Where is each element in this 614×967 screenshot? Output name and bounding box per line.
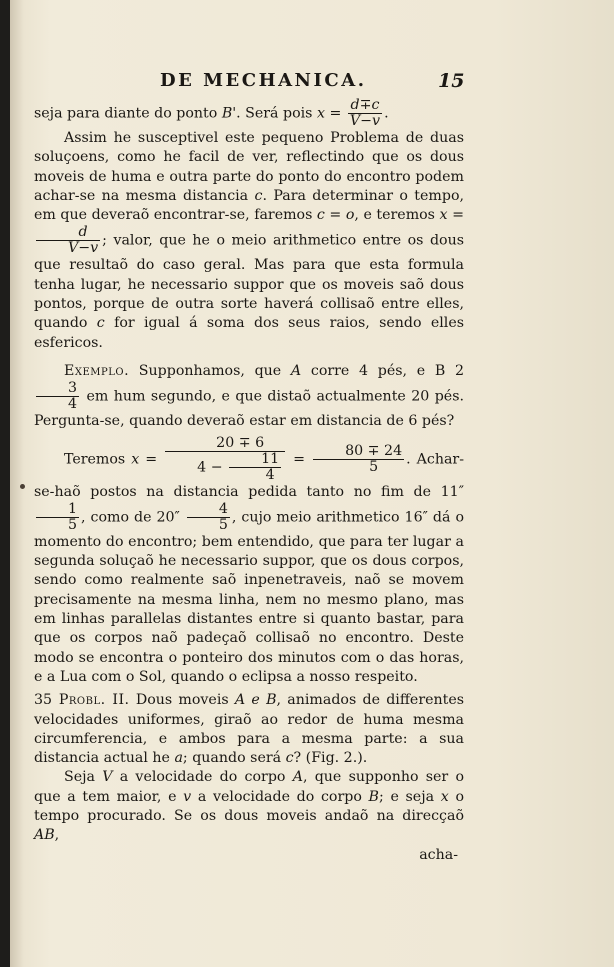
fraction: 20 ∓ 6 4 − $\frac{11}{4}$ xyxy=(165,436,285,483)
ink-blot xyxy=(20,484,25,489)
paragraph-problem: 35 Probl. II. Dous moveis A e B, animados de differentes velocidades uniformes, giraõ ao redor de huma mesma circumferencia, e ambos para a mesma parte: a sua distancia actual he a; quando será c? (Fig. 2.). xyxy=(34,692,465,767)
paragraph-velocity: Seja V a velocidade do corpo A, que supponho ser o que a tem maior, e v a velocidade do corpo B; e seja x o tempo procurado. Se os dous moveis andaõ na direcçaõ AB, xyxy=(34,769,465,844)
running-head: DE MECHANICA. xyxy=(160,70,367,91)
catchword: acha- xyxy=(419,846,458,863)
fraction: $\frac{1}{5}$ xyxy=(36,502,79,533)
continuation-line: seja para diante do ponto B'. Será pois x = $\frac{d\mp c}{V-v}$ . xyxy=(34,97,389,129)
body-text xyxy=(34,98,464,865)
book-page xyxy=(10,0,614,967)
fraction: $\frac{d}{V-v}$ xyxy=(36,225,100,256)
fraction: $\frac{3}{4}$ xyxy=(36,381,79,412)
paragraph-solutions: Assim he susceptivel este pequeno Problema de duas soluçoens, como he facil de ver, reflectindo que os dous moveis de huma e outra parte do ponto do encontro podem achar-se na mesma distancia c. Para determinar o tempo, em que deveraõ encontrar-se, faremos c = o, e teremos x = $\frac{d}{V-v}$ ; valor, que he o meio arithmetico entre os dous que resultaõ do caso geral. Mas para que esta formula tenha lugar, he necessario suppor que os moveis saõ dous pontos, porque de outra sorte haverá collisaõ entre elles, quando c for igual á soma dos seus raios, sendo elles esfericos. xyxy=(34,130,464,351)
paragraph-result: Teremos x = 20 ∓ 6 4 − $\frac{11}{4}$ = $\frac{80 \mp 24}{5}$ . Achar-se-haõ postos na distancia pedida tanto no fim de 11″ $\frac{1}{5}$ , como de 20″ $\frac{4}{5}$ , cujo meio arithmetico 16″ dá o momento do encontro; bem entendido, que para ter lugar a segunda soluçaõ he necessario suppor, que os dous corpos, sendo como realmente saõ inpenetraveis, naõ se movem precisamente na mesma linha, nem no mesmo plano, mas em linhas parallelas distantes entre si quanto bastar, para que os corpos naõ padeçaõ collisaõ no encontro. Deste modo se encontra o ponteiro dos minutos com o das horas, e a Lua com o Sol, quando o eclipsa a nosso respeito. xyxy=(34,434,464,685)
nested-fraction: $\frac{11}{4}$ xyxy=(229,452,281,483)
fraction: $\frac{80 \mp 24}{5}$ xyxy=(313,444,404,475)
fraction: $\frac{d\mp c}{V-v}$ xyxy=(349,97,381,129)
page-number: 15 xyxy=(438,70,465,92)
page-header xyxy=(10,70,614,100)
fraction: $\frac{4}{5}$ xyxy=(187,502,230,533)
paragraph-example: Exemplo. Supponhamos, que A corre 4 pés, e B 2 $\frac{3}{4}$ em hum segundo, e que distaõ actualmente 20 pés. Pergunta-se, quando deveraõ estar em distancia de 6 pés? xyxy=(34,362,464,430)
